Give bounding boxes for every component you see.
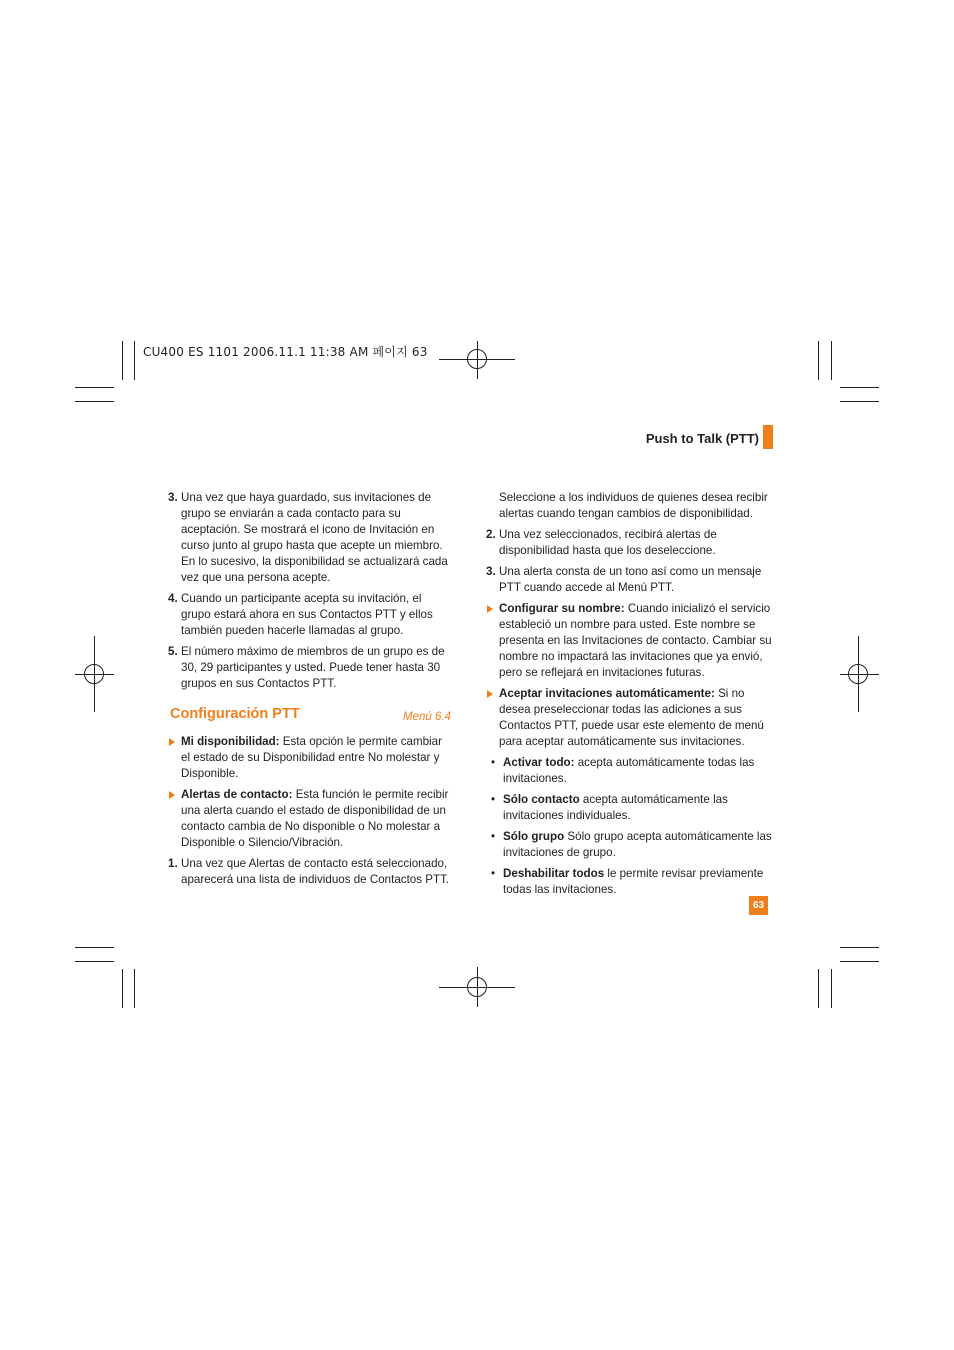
item-label: Configurar su nombre: [499,602,625,615]
page-number: 63 [749,896,768,915]
menu-reference: Menú 6.4 [403,711,451,723]
item-label: Aceptar invitaciones automáticamente: [499,687,715,700]
item-text: Cuando un participante acepta su invitación, el grupo estará ahora en sus Contactos PTT y ellos también pueden hacerle llamadas al grupo. [181,592,433,637]
bullet-item [486,866,774,898]
running-head: Push to Talk (PTT) [645,431,759,446]
list-item [168,490,452,586]
bullet-item [486,829,774,861]
arrow-right-icon [169,791,175,799]
section-title: Configuración PTT [170,706,300,722]
arrow-right-icon [487,690,493,698]
item-number: 1. [168,857,178,870]
bullet-icon: • [491,793,496,806]
list-item [168,591,452,639]
bullet-icon: • [491,756,496,769]
list-item [486,564,774,596]
right-column [486,490,774,903]
item-text: Seleccione a los individuos de quienes desea recibir alertas cuando tengan cambios de disponibilidad. [499,491,768,520]
arrow-item [486,601,774,681]
item-text: Sólo grupo acepta automáticamente las invitaciones de grupo. [503,830,772,859]
continuation-text [486,490,774,522]
item-label: Deshabilitar todos [503,867,605,880]
arrow-item [168,734,452,782]
item-text: acepta automáticamente las invitaciones individuales. [503,793,728,822]
item-text: Esta función le permite recibir una alerta cuando el estado de disponibilidad de un contacto cambia de No disponible o No molestar a Disponible o Silencio/Vibración. [181,788,449,849]
item-label: Alertas de contacto: [181,788,293,801]
arrow-right-icon [169,738,175,746]
list-item [168,856,452,888]
item-text: Una vez seleccionados, recibirá alertas de disponibilidad hasta que los deseleccione. [499,528,717,557]
bullet-icon: • [491,867,496,880]
item-label: Sólo contacto [503,793,580,806]
item-number: 2. [486,528,496,541]
item-label: Mi disponibilidad: [181,735,280,748]
item-text: Una vez que haya guardado, sus invitaciones de grupo se enviarán a cada contacto para su aceptación. Se mostrará el icono de Invitación en curso junto al grupo hasta que acepte un miembro. En lo sucesivo, la disponibilidad se actualizará cada vez que una persona acepte. [181,491,448,584]
arrow-item [486,686,774,750]
item-label: Activar todo: [503,756,575,769]
item-number: 4. [168,592,178,605]
arrow-item [168,787,452,851]
arrow-right-icon [487,605,493,613]
list-item [168,644,452,692]
section-heading [168,706,452,730]
item-text: Una alerta consta de un tono así como un mensaje PTT cuando accede al Menú PTT. [499,565,762,594]
item-number: 3. [168,491,178,504]
item-text: Si no desea preseleccionar todas las adiciones a sus Contactos PTT, puede usar este elemento de menú para aceptar automáticamente sus invitaciones. [499,687,764,748]
item-text: Esta opción le permite cambiar el estado de su Disponibilidad entre No molestar y Disponible. [181,735,442,780]
bullet-item [486,792,774,824]
item-number: 3. [486,565,496,578]
item-text: acepta automáticamente todas las invitaciones. [503,756,755,785]
item-label: Sólo grupo [503,830,565,843]
item-text: Cuando inicializó el servicio estableció un nombre para usted. Este nombre se presenta en las Invitaciones de contacto. Cambiar su nombre no impactará las invitaciones que ya envió, pero se reflejará en invitaciones futuras. [499,602,772,679]
item-text: le permite revisar previamente todas las invitaciones. [503,867,764,896]
bullet-icon: • [491,830,496,843]
item-text: Una vez que Alertas de contacto está seleccionado, aparecerá una lista de individuos de Contactos PTT. [181,857,450,886]
print-slug: CU400 ES 1101 2006.11.1 11:38 AM 페이지 63 [143,345,428,359]
chapter-tab-marker [763,425,773,449]
bullet-item [486,755,774,787]
item-text: El número máximo de miembros de un grupo es de 30, 29 participantes y usted. Puede tener hasta 30 grupos en sus Contactos PTT. [181,645,445,690]
left-column [168,490,452,893]
item-number: 5. [168,645,178,658]
list-item [486,527,774,559]
